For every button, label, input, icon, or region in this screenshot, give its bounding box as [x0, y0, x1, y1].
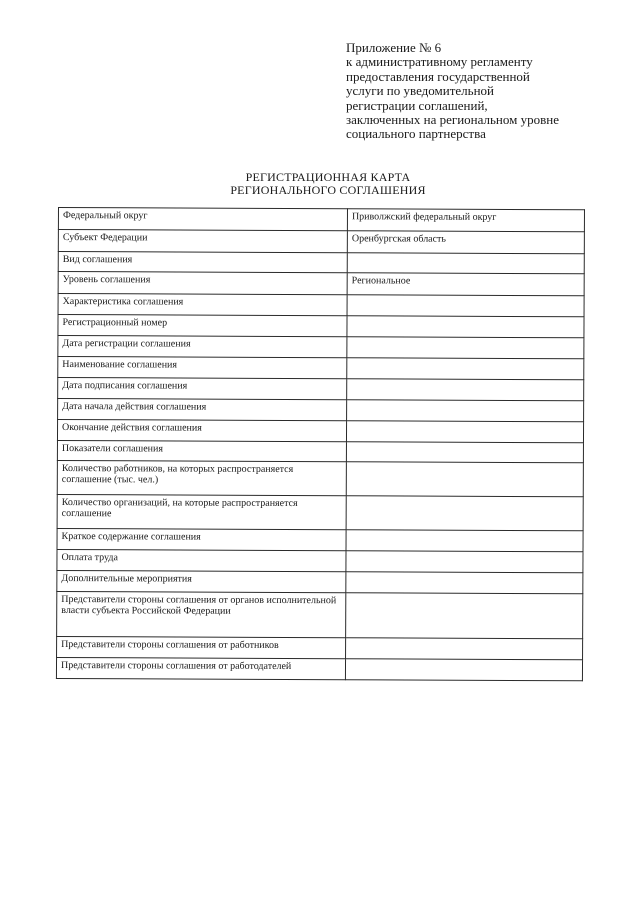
field-label: Федеральный округ [58, 208, 347, 231]
field-label: Уровень соглашения [58, 272, 347, 295]
table-row [57, 528, 583, 551]
field-label: Представители стороны соглашения от органов исполнительной власти субъекта Российской Федерации [57, 591, 346, 637]
field-value [346, 496, 583, 531]
field-value [347, 337, 584, 359]
field-value [346, 462, 583, 497]
table-row [58, 315, 584, 338]
appendix-line: Приложение № 6 [346, 40, 442, 55]
appendix-line: регистрации соглашений, [346, 97, 488, 113]
field-label: Окончание действия соглашения [57, 420, 346, 442]
title-line-2: РЕГИОНАЛЬНОГО СОГЛАШЕНИЯ [230, 183, 426, 197]
field-value [347, 253, 584, 274]
table-row [57, 420, 583, 443]
table-row [57, 440, 583, 462]
field-value [346, 421, 583, 443]
field-value [347, 358, 584, 380]
field-value [346, 572, 583, 594]
table-row [58, 230, 584, 254]
registration-card-table [56, 207, 585, 681]
table-row [58, 399, 584, 422]
field-value [347, 295, 584, 317]
field-label: Краткое содержание соглашения [57, 528, 346, 550]
field-label: Наименование соглашения [58, 357, 347, 379]
title-line-1: РЕГИСТРАЦИОННАЯ КАРТА [245, 170, 411, 184]
field-value: Региональное [347, 273, 584, 296]
field-value [346, 530, 583, 552]
table-row [58, 357, 584, 380]
appendix-line: к административному регламенту [346, 54, 533, 70]
table-row [58, 294, 584, 317]
field-value [346, 593, 583, 639]
table-row [57, 570, 583, 593]
field-label: Характеристика соглашения [58, 294, 347, 316]
field-label: Регистрационный номер [58, 315, 347, 337]
table-row [57, 460, 583, 496]
table-row [58, 272, 584, 296]
field-value: Оренбургская область [347, 231, 584, 254]
field-label: Субъект Федерации [58, 230, 347, 253]
field-label: Дополнительные мероприятия [57, 570, 346, 592]
document-title [0, 171, 640, 197]
field-label: Представители стороны соглашения от работодателей [56, 657, 345, 679]
table-row [57, 549, 583, 572]
field-value [347, 400, 584, 422]
field-label: Вид соглашения [58, 252, 347, 273]
field-value [346, 551, 583, 573]
table-row [58, 252, 584, 274]
field-label: Дата подписания соглашения [58, 378, 347, 400]
field-value [345, 659, 582, 681]
appendix-line: социального партнерства [346, 126, 486, 142]
field-label: Количество работников, на которых распространяется соглашение (тыс. чел.) [57, 460, 346, 495]
appendix-header [346, 41, 616, 142]
table-row [57, 494, 583, 530]
table-row [57, 591, 583, 638]
field-label: Дата регистрации соглашения [58, 336, 347, 358]
field-label: Дата начала действия соглашения [58, 399, 347, 421]
table-row [58, 336, 584, 359]
appendix-line: заключенных на региональном уровне [346, 112, 559, 128]
field-value: Приволжский федеральный округ [347, 209, 584, 232]
table-row [58, 378, 584, 401]
field-label: Количество организаций, на которые распространяется соглашение [57, 494, 346, 529]
field-label: Представители стороны соглашения от работников [57, 636, 346, 658]
table-row [58, 208, 584, 232]
appendix-line: предоставления государственной [346, 68, 530, 84]
appendix-line: услуги по уведомительной [346, 83, 494, 99]
table-row [57, 636, 583, 659]
field-label: Показатели соглашения [57, 440, 346, 461]
field-value [347, 316, 584, 338]
field-label: Оплата труда [57, 549, 346, 571]
field-value [346, 638, 583, 660]
table-row [56, 657, 582, 680]
field-value [346, 442, 583, 463]
field-value [347, 379, 584, 401]
